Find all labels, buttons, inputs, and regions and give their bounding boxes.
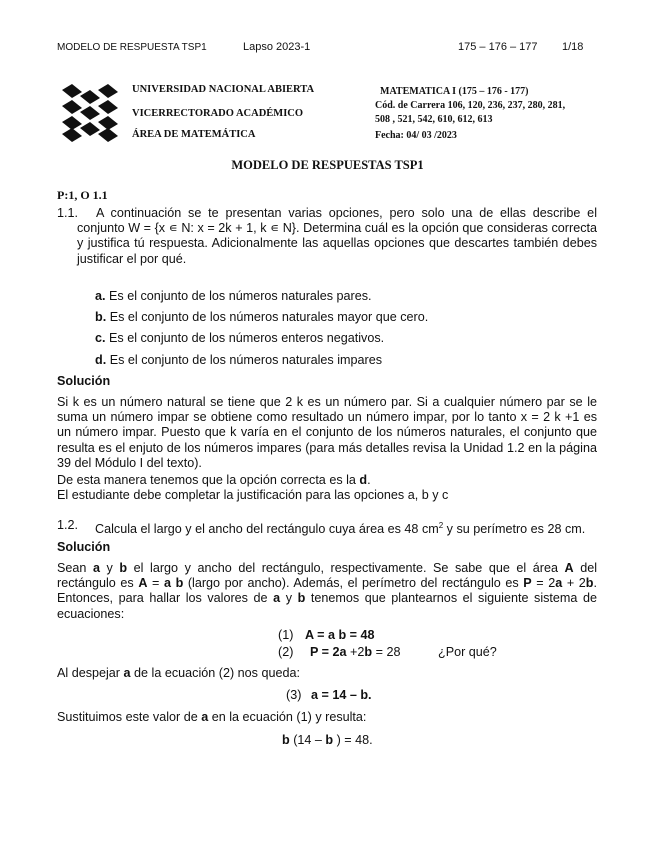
solution-paragraph: Sean a y b el largo y ancho del rectángulo, respectivamente. Se sabe que el área A del rectángulo es A = a b (largo por ancho). Además, el perímetro del rectángulo es P = 2a + 2b. Entonces, para hallar los valores de a y b tenemos que plantearnos el siguiente sistema de ecuaciones: (57, 561, 598, 621)
solution-paragraph: Si k es un número natural se tiene que 2 k es un número par. Si a cualquier número par se le suma un número impar se obtiene como resultado un número impar, por lo tanto x = 2 k +1 es un número impar. Puesto que k varía en el conjunto de los números naturales, el conjunto que resulta es el enjuto de los números impares (para más detalles revisa la Unidad 1.2 en la página 39 del Módulo I del texto). (57, 395, 597, 470)
solution-heading: Solución (57, 540, 111, 554)
equation-2: P = 2a +2b = 28 (310, 645, 401, 659)
section-label: P:1, O 1.1 (57, 188, 108, 202)
career-codes-line2: 508 , 521, 542, 610, 612, 613 (375, 114, 493, 125)
student-note: El estudiante debe completar la justificación para las opciones a, b y c (57, 488, 449, 502)
exam-date: Fecha: 04/ 03 /2023 (375, 130, 457, 141)
header-lapso: Lapso 2023-1 (243, 41, 311, 53)
equation-3-number: (3) (286, 688, 302, 702)
university-name: UNIVERSIDAD NACIONAL ABIERTA (132, 84, 315, 95)
equation-3: a = 14 – b. (311, 688, 372, 702)
vicerrectorado: VICERRECTORADO ACADÉMICO (132, 108, 304, 119)
equation-4: b (14 – b ) = 48. (282, 733, 373, 747)
option-c: c. Es el conjunto de los números enteros negativos. (95, 331, 385, 345)
header-page-number: 1/18 (562, 41, 584, 53)
header-course-codes: 175 – 176 – 177 (458, 41, 538, 53)
equation-2-number: (2) (278, 645, 294, 659)
question-number: 1.2. (57, 518, 79, 532)
question-text: Calcula el largo y el ancho del rectángulo cuya área es 48 $cm^2$ y su perímetro es 28 cm. (95, 521, 586, 537)
area-matematica: ÁREA DE MATEMÁTICA (132, 129, 256, 140)
course-title: MATEMATICA I (175 – 176 - 177) (380, 86, 529, 97)
equation-1-number: (1) (278, 628, 294, 642)
despejar-line: Al despejar a de la ecuación (2) nos queda: (57, 666, 300, 680)
equation-1: A = a b = 48 (305, 628, 375, 642)
question-text: A continuación se te presentan varias opciones, pero solo una de ellas describe el conjunto W = {x ∊ N: x = 2k + 1, k ∊ N}. Determina cuál es la opción que consideras correcta y justifica tú respuesta. Adicionalmente las aquellas opciones que descartes también debes justificar el por qué. (77, 206, 597, 266)
option-a: a. Es el conjunto de los números naturales pares. (95, 289, 372, 303)
sustituimos-line: Sustituimos este valor de a en la ecuación (1) y resulta: (57, 710, 367, 724)
document-title: MODELO DE RESPUESTAS TSP1 (231, 158, 424, 172)
option-b: b. Es el conjunto de los números naturales mayor que cero. (95, 310, 429, 324)
university-logo (60, 82, 122, 144)
option-d: d. Es el conjunto de los números naturales impares (95, 353, 383, 367)
question-number: 1.1. (57, 206, 79, 220)
solution-heading: Solución (57, 374, 111, 388)
career-codes-line1: Cód. de Carrera 106, 120, 236, 237, 280, 281, (375, 100, 566, 111)
conclusion-line: De esta manera tenemos que la opción correcta es la d. (57, 473, 371, 487)
header-doc-label: MODELO DE RESPUESTA TSP1 (57, 42, 207, 53)
why-note: ¿Por qué? (438, 645, 497, 659)
